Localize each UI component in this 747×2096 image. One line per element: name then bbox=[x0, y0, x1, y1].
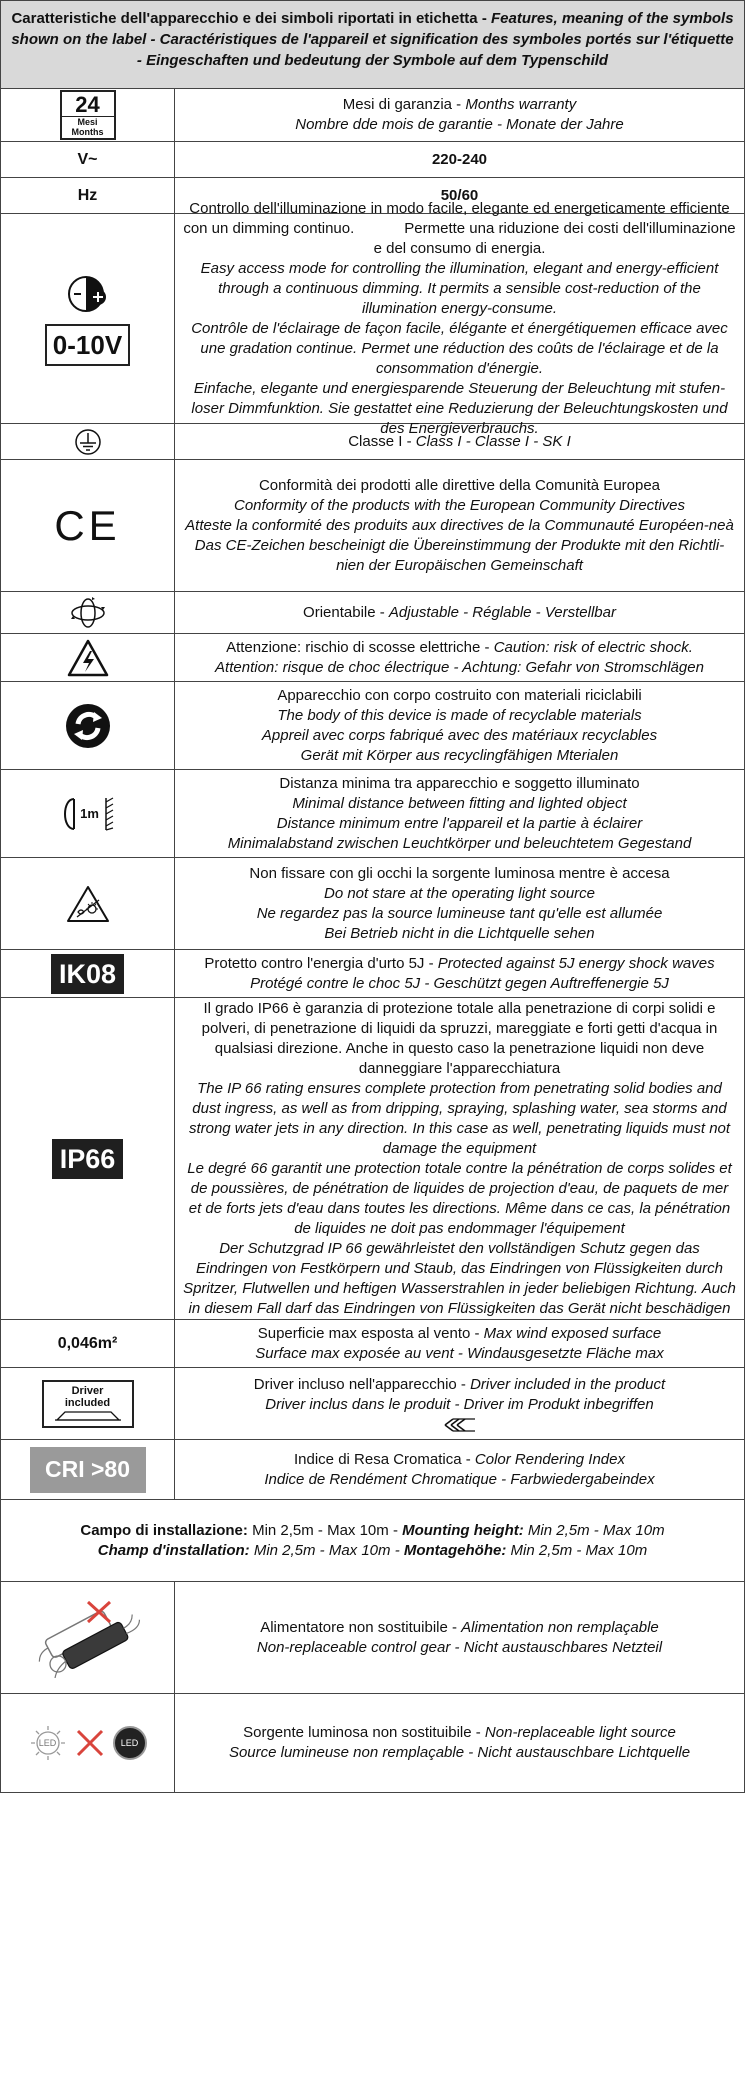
no-stare-warning-icon bbox=[65, 884, 111, 924]
lamp-bracket-icon bbox=[60, 797, 76, 831]
rotate-arrows-icon bbox=[68, 596, 108, 630]
gear-it: Alimentatore non sostituibile - bbox=[260, 1618, 462, 1636]
red-cross-icon bbox=[75, 1728, 105, 1758]
row-mounting-height bbox=[1, 1500, 744, 1582]
cri-badge: CRI >80 bbox=[30, 1447, 146, 1493]
led-it: Sorgente luminosa non sostituibile - bbox=[243, 1724, 485, 1741]
dimming-fr: Contrôle de l'éclairage de façon facile, élégante et énergétiquemen efficace avec une gradation continue. Permet une réduction des coûts de l'éclairage et de la consommation d'énergie. bbox=[191, 319, 728, 377]
distance-de: Minimalabstand zwischen Leuchtkörper und beleuchtetem Gegestand bbox=[227, 834, 692, 852]
row-wind-surface bbox=[1, 1320, 744, 1368]
distance-en: Minimal distance between fitting and lighted object bbox=[292, 794, 627, 812]
wind-en: Max wind exposed surface bbox=[483, 1324, 662, 1342]
row-non-replaceable-led bbox=[1, 1694, 744, 1792]
ce-fr: Atteste la conformité des produits aux directives de la Communauté Européen-neà bbox=[185, 516, 734, 534]
non-replaceable-gear-icon bbox=[28, 1598, 148, 1678]
driver-included-label: Driver included bbox=[64, 1384, 111, 1409]
warranty-label: Mesi Months bbox=[71, 116, 104, 137]
row-class-i bbox=[1, 424, 744, 460]
row-voltage bbox=[1, 142, 744, 178]
dimming-badge: 0-10V bbox=[45, 324, 130, 366]
mounting-it-value: Min 2,5m - Max 10m - bbox=[247, 1521, 403, 1539]
distance-fr: Distance minimum entre l'appareil et la partie à éclairer bbox=[276, 814, 643, 832]
warranty-months: 24 bbox=[62, 94, 114, 117]
mounting-it-label: Campo di installazione: bbox=[80, 1521, 248, 1539]
ce-mark: CE bbox=[54, 501, 121, 549]
warranty-badge bbox=[60, 90, 116, 140]
non-replaceable-led-icon bbox=[29, 1724, 147, 1762]
wind-fr-de: Surface max exposée au vent - Windausgesetzte Fläche max bbox=[255, 1344, 664, 1362]
driver-box-icon bbox=[53, 1409, 123, 1421]
mounting-de-value: Min 2,5m - Max 10m bbox=[506, 1541, 648, 1559]
row-warranty bbox=[1, 89, 744, 142]
ik08-badge: IK08 bbox=[51, 954, 124, 994]
row-min-distance bbox=[1, 770, 744, 858]
row-ce bbox=[1, 460, 744, 592]
led-outline-icon bbox=[29, 1724, 67, 1762]
header-de: Eingeschaften und bedeutung der Symbole auf dem Typenschild bbox=[146, 52, 609, 69]
class-i-it: Classe I - bbox=[348, 432, 416, 450]
wind-surface-value: 0,046m² bbox=[1, 1320, 175, 1367]
row-ip66 bbox=[1, 998, 744, 1320]
mounting-en-value: Min 2,5m - Max 10m bbox=[523, 1521, 665, 1539]
mounting-en-label: Mounting height: bbox=[402, 1521, 524, 1539]
frequency-value: 50/60 bbox=[440, 186, 479, 204]
min-distance-label: 1m bbox=[80, 806, 99, 821]
voltage-symbol: V~ bbox=[1, 142, 175, 177]
row-electric-shock bbox=[1, 634, 744, 682]
driver-en: Driver included in the product bbox=[470, 1375, 666, 1393]
ce-de: Das CE-Zeichen bescheinigt die Übereinstimmung der Produkte mit den Richtli-nien der Europäischen Gemeinschaft bbox=[194, 536, 725, 574]
earth-ground-icon bbox=[74, 428, 102, 456]
class-ii-driver-icon bbox=[443, 1417, 477, 1433]
led-en: Non-replaceable light source bbox=[484, 1724, 676, 1741]
row-ik08 bbox=[1, 950, 744, 998]
mounting-fr-value: Min 2,5m - Max 10m - bbox=[249, 1541, 404, 1559]
stare-en: Do not stare at the operating light source bbox=[324, 884, 595, 902]
row-no-stare bbox=[1, 858, 744, 950]
warranty-en: Months warranty bbox=[465, 96, 577, 113]
recycle-fr: Appreil avec corps fabriqué avec des matériaux recyclables bbox=[261, 726, 658, 744]
recycle-icon bbox=[64, 702, 112, 750]
table-header bbox=[1, 1, 744, 89]
dimming-it: Controllo dell'illuminazione in modo facile, elegante ed energeticamente efficiente con un dimming continuo. Permette una riduzione dei costi dell'illuminazione e del consumo di energia. bbox=[183, 199, 740, 257]
stare-it: Non fissare con gli occhi la sorgente luminosa mentre è accesa bbox=[249, 864, 670, 882]
ip-it: Il grado IP66 è garanzia di protezione totale alla penetrazione di corpi solidi e polveri, di penetrazione di liquidi da spruzzi, mareggiate e forti getti d'acqua in qualsiasi direzione. Anche in questo caso la penetrazione liquidi non deve danneggiare l'apparecchiatura bbox=[201, 999, 718, 1077]
stare-de: Bei Betrieb nicht in die Lichtquelle sehen bbox=[324, 924, 595, 942]
header-it: Caratteristiche dell'apparecchio e dei simboli riportati in etichetta - bbox=[11, 10, 491, 27]
distance-it: Distanza minima tra apparecchio e soggetto illuminato bbox=[279, 774, 640, 792]
electric-shock-warning-icon bbox=[66, 638, 110, 678]
shock-en: Caution: risk of electric shock. bbox=[493, 638, 693, 656]
led-fr-de: Source lumineuse non remplaçable - Nicht austauschbare Lichtquelle bbox=[228, 1744, 691, 1761]
dimming-icon bbox=[66, 272, 110, 316]
ik-it: Protetto contro l'energia d'urto 5J - bbox=[204, 954, 438, 972]
ce-en: Conformity of the products with the European Community Directives bbox=[233, 496, 686, 514]
shock-it: Attenzione: rischio di scosse elettriche - bbox=[226, 638, 494, 656]
gear-en-de: Non-replaceable control gear - Nicht austauschbares Netzteil bbox=[256, 1638, 663, 1656]
recycle-it: Apparecchio con corpo costruito con materiali riciclabili bbox=[277, 686, 642, 704]
driver-included-badge bbox=[42, 1380, 134, 1428]
row-driver-included bbox=[1, 1368, 744, 1440]
ce-it: Conformità dei prodotti alle direttive della Comunità Europea bbox=[258, 476, 661, 494]
ip66-badge: IP66 bbox=[52, 1139, 124, 1179]
recycle-en: The body of this device is made of recyclable materials bbox=[277, 706, 642, 724]
mounting-fr-label: Champ d'installation: bbox=[97, 1541, 250, 1559]
header-en: Features, meaning of the symbols shown on the label - bbox=[11, 10, 734, 48]
row-non-replaceable-gear bbox=[1, 1582, 744, 1694]
led-filled-label: LED bbox=[120, 1738, 139, 1748]
ip-de: Der Schutzgrad IP 66 gewährleistet den vollständigen Schutz gegen das Eindringen von Festkörpern und Staub, das Eindringen von Flüssigkeiten durch Spritzer, Flutwellen und heftigen Wasserstrahlen in jeder beliebigen Richtung. Auch in diesem Fall darf das Eindringen von Flüssigkeiten das Gerät nicht beschädigen bbox=[183, 1239, 736, 1317]
shock-fr-de: Attention: risque de choc électrique - Achtung: Gefahr von Stromschlägen bbox=[215, 658, 704, 676]
driver-fr-de: Driver inclus dans le produit - Driver im Produkt inbegriffen bbox=[265, 1395, 654, 1413]
adjustable-it: Orientabile - bbox=[303, 603, 389, 621]
row-dimming bbox=[1, 199, 744, 437]
adjustable-others: Adjustable - Réglable - Verstellbar bbox=[388, 603, 616, 621]
cri-it: Indice di Resa Cromatica - bbox=[294, 1450, 475, 1468]
voltage-value: 220-240 bbox=[431, 150, 488, 168]
row-recyclable bbox=[1, 682, 744, 770]
stare-fr: Ne regardez pas la source lumineuse tant qu'elle est allumée bbox=[256, 904, 663, 922]
row-cri bbox=[1, 1440, 744, 1500]
ik-fr-de: Protégé contre le choc 5J - Geschützt gegen Auftreffenergie 5J bbox=[250, 974, 669, 992]
recycle-de: Gerät mit Körper aus recyclingfähigen Mterialen bbox=[300, 746, 619, 764]
cri-en: Color Rendering Index bbox=[474, 1450, 625, 1468]
ik-en: Protected against 5J energy shock waves bbox=[437, 954, 715, 972]
wind-it: Superficie max esposta al vento - bbox=[257, 1324, 484, 1342]
hatched-surface-icon bbox=[103, 797, 115, 831]
header-fr: Caractéristiques de l'appareil et signification des symboles portés sur l'étiquette - bbox=[136, 31, 734, 69]
led-outline-label: LED bbox=[38, 1738, 57, 1748]
driver-it: Driver incluso nell'apparecchio - bbox=[253, 1375, 471, 1393]
warranty-it: Mesi di garanzia - bbox=[342, 96, 466, 113]
warranty-fr-de: Nombre dde mois de garantie - Monate der Jahre bbox=[295, 116, 624, 133]
frequency-symbol: Hz bbox=[1, 178, 175, 213]
led-filled-icon bbox=[113, 1726, 147, 1760]
ip-fr: Le degré 66 garantit une protection totale contre la pénétration de corps solides et de poussières, de pénétration de liquides de projection d'eau, de paquets de mer et de forts jets d'eau dans toutes les directions. Même dans ce cas, la pénétration de liquides ne doit pas endommager l'équipement bbox=[187, 1159, 732, 1237]
class-i-others: Class I - Classe I - SK I bbox=[415, 432, 571, 450]
gear-fr: Alimentation non remplaçable bbox=[461, 1618, 659, 1636]
mounting-de-label: Montagehöhe: bbox=[403, 1541, 507, 1559]
cri-fr-de: Indice de Rendément Chromatique - Farbwiedergabeindex bbox=[264, 1470, 655, 1488]
ip-en: The IP 66 rating ensures complete protection from penetrating solid bodies and dust ingress, as well as from dripping, spraying, splashing water, sea storms and strong water jets in any direction. In this case as well, penetrating liquids must not damage the equipment bbox=[188, 1079, 731, 1157]
row-adjustable bbox=[1, 592, 744, 634]
dimming-en: Easy access mode for controlling the illumination, elegant and energy-efficient through a continuous dimming. It permits a sensible cost-reduction of the illumination energy-consume. bbox=[200, 259, 719, 317]
dimming-de: Einfache, elegante und energiesparende Steuerung der Beleuchtung mit stufen-loser Dimmfunktion. Sie gestattet eine Reduzierung der Beleuchtungskosten und des Energieverbrauchs. bbox=[191, 379, 728, 437]
min-distance-icon bbox=[60, 797, 115, 831]
